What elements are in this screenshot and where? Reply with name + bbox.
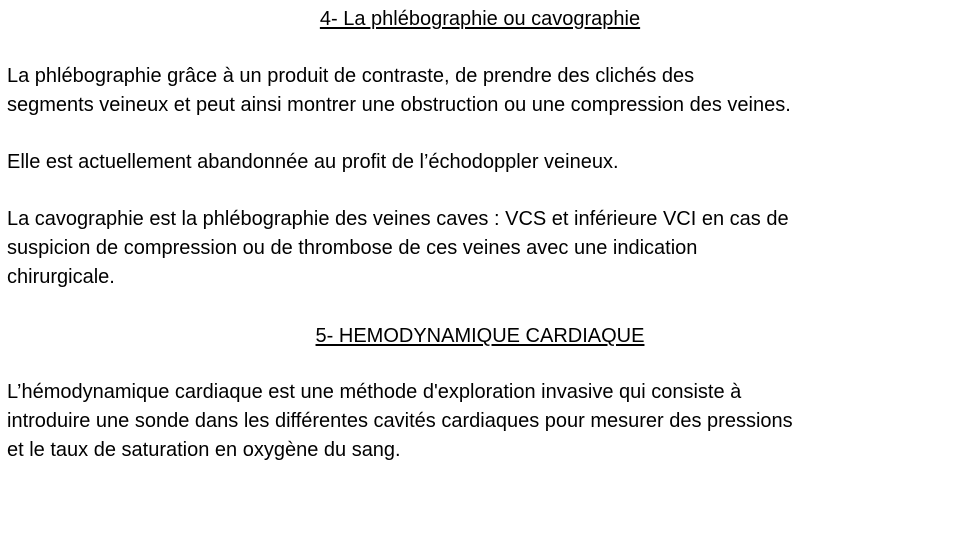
text-line: segments veineux et peut ainsi montrer une obstruction ou une compression des veines. <box>7 94 791 116</box>
text-line: La phlébographie grâce à un produit de contraste, de prendre des clichés des <box>7 65 695 87</box>
section-4-paragraph-cavographie <box>7 205 955 292</box>
text-line: chirurgicale. <box>7 266 115 288</box>
section-4-paragraph-abandon <box>7 148 955 177</box>
section-4-heading: 4- La phlébographie ou cavographie <box>319 8 641 30</box>
text-line: Elle est actuellement abandonnée au profit de l’échodoppler veineux. <box>7 151 619 173</box>
text-line: suspicion de compression ou de thrombose de ces veines avec une indication <box>7 237 698 259</box>
text-line: L’hémodynamique cardiaque est une méthode d'exploration invasive qui consiste à <box>7 381 742 403</box>
section-5-heading: 5- HEMODYNAMIQUE CARDIAQUE <box>315 325 645 347</box>
text-line: La cavographie est la phlébographie des veines caves : VCS et inférieure VCI en cas de <box>7 208 789 230</box>
text-line: introduire une sonde dans les différentes cavités cardiaques pour mesurer des pressions <box>7 410 793 432</box>
section-4-paragraph-phlebographie <box>7 62 955 120</box>
section-5-paragraph-hemodynamique <box>7 378 955 465</box>
text-line: et le taux de saturation en oxygène du sang. <box>7 439 401 461</box>
